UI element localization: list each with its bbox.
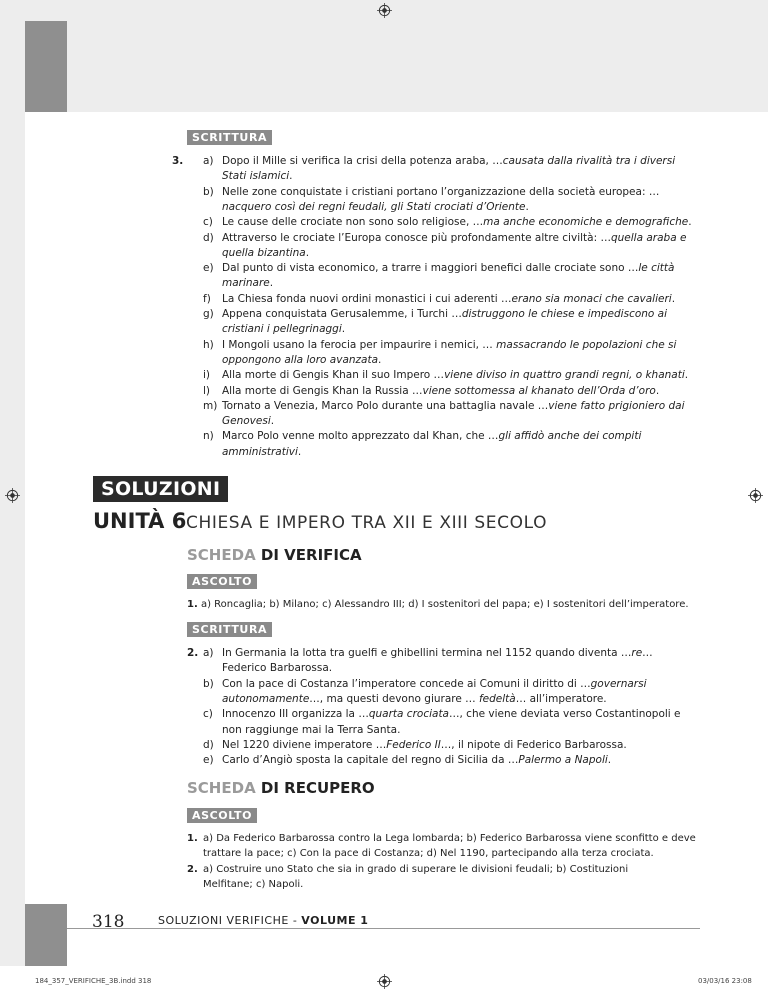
answer-line: e) Carlo d’Angiò sposta la capitale del regno di Sicilia da …Palermo a Napoli. — [222, 753, 611, 768]
answer-marker: h) — [203, 338, 214, 351]
answer-line: c) Le cause delle crociate non sono solo religiose, …ma anche economiche e demografiche. — [222, 215, 692, 230]
exercise-number: 1. — [187, 833, 198, 844]
answer-marker: l) — [203, 384, 211, 397]
registration-mark-icon — [377, 974, 392, 989]
answer-line: Melfitane; c) Napoli. — [203, 878, 304, 890]
answer-line: nacquero così dei regni feudali, gli Stati crociati d’Oriente. — [222, 200, 529, 213]
answer-line: oppongono alla loro avanzata. — [222, 353, 382, 366]
answer-marker: b) — [203, 185, 214, 198]
footer-edge-tab — [25, 904, 67, 966]
answer-line: n) Marco Polo venne molto apprezzato dal Khan, che …gli affidò anche dei compiti — [222, 429, 641, 444]
scheda-label: SCHEDA — [187, 546, 256, 564]
unit-title: CHIESA E IMPERO TRA XII E XIII SECOLO — [186, 513, 548, 533]
answer-line: marinare. — [222, 277, 274, 290]
answer-marker: e) — [203, 262, 214, 275]
answer-marker: i) — [203, 369, 211, 382]
unit-label: UNITÀ 6 — [93, 509, 187, 533]
left-margin-band — [0, 112, 25, 924]
scheda-type: DI RECUPERO — [260, 779, 375, 797]
section-badge-scrittura: SCRITTURA — [187, 130, 272, 145]
answer-line: quella bizantina. — [222, 246, 310, 259]
answer-line: d) Nel 1220 diviene imperatore …Federico II…, il nipote di Federico Barbarossa. — [222, 738, 627, 753]
answer-line: non raggiunge mai la Terra Santa. — [222, 723, 401, 736]
footer-margin-band — [0, 924, 25, 966]
scheda-verifica-heading — [187, 546, 362, 564]
answer-line: Stati islamici. — [222, 170, 293, 183]
answer-line: e) Dal punto di vista economico, a trarre i maggiori benefici dalle crociate sono …le città — [222, 261, 674, 276]
answer-line: d) Attraverso le crociate l’Europa conosce più profondamente altre civiltà: …quella araba e — [222, 231, 686, 246]
answer-marker: m) — [203, 399, 218, 412]
answer-line: 2. a) Costruire uno Stato che sia in grado di superare le divisioni feudali; b) Costituzioni — [203, 862, 628, 877]
answer-line: b) Nelle zone conquistate i cristiani portano l’organizzazione della società europea: … — [222, 185, 659, 200]
answer-marker: c) — [203, 708, 213, 721]
answer-marker: n) — [203, 430, 214, 443]
answer-line: f) La Chiesa fonda nuovi ordini monastici i cui aderenti …erano sia monaci che cavalieri. — [222, 292, 675, 307]
registration-mark-icon — [377, 3, 392, 18]
answer-line: autonomamente…, ma questi devono giurare … fedeltà… all’imperatore. — [222, 692, 607, 705]
answer-marker: c) — [203, 216, 213, 229]
answer-line: c) Innocenzo III organizza la …quarta crociata…, che viene deviata verso Costantinopoli e — [222, 707, 681, 722]
exercise-number: 2. — [187, 647, 199, 659]
answer-line: i) Alla morte di Gengis Khan il suo Impero …viene diviso in quattro grandi regni, o khanati. — [222, 368, 688, 383]
answer-line: a) In Germania la lotta tra guelfi e ghibellini termina nel 1152 quando diventa …re… — [222, 646, 653, 661]
answer-line: a) Dopo il Mille si verifica la crisi della potenza araba, …causata dalla rivalità tra i diversi — [222, 154, 675, 169]
footer-rule — [67, 928, 700, 929]
answer-line: h) I Mongoli usano la ferocia per impaurire i nemici, … massacrando le popolazioni che si — [222, 338, 676, 353]
answer-marker: b) — [203, 677, 214, 690]
scheda-recupero-heading — [187, 779, 375, 797]
answer-line: b) Con la pace di Costanza l’imperatore concede ai Comuni il diritto di …governarsi — [222, 677, 647, 692]
exercise-number: 2. — [187, 863, 198, 875]
print-timestamp: 03/03/16 23:08 — [698, 977, 752, 985]
top-edge-tab — [25, 21, 67, 112]
footer-title: SOLUZIONI VERIFICHE - VOLUME 1 — [158, 914, 369, 927]
answer-line: m) Tornato a Venezia, Marco Polo durante una battaglia navale …viene fatto prigioniero dai — [222, 399, 685, 414]
answer-line: 1. a) Da Federico Barbarossa contro la Lega lombarda; b) Federico Barbarossa viene sconfitto e deve — [203, 831, 696, 846]
answer-marker: d) — [203, 231, 214, 244]
section-badge-scrittura: SCRITTURA — [187, 622, 272, 637]
answer-marker: a) — [203, 155, 214, 167]
answer-line: Genovesi. — [222, 415, 275, 428]
section-badge-ascolto: ASCOLTO — [187, 574, 257, 589]
page-number: 318 — [92, 912, 125, 932]
answer-marker: a) — [203, 647, 214, 659]
answer-marker: d) — [203, 738, 214, 751]
answer-marker: g) — [203, 308, 214, 320]
registration-mark-icon — [5, 488, 20, 503]
exercise-number: 3. — [172, 155, 184, 167]
answer-line: trattare la pace; c) Con la pace di Costanza; d) Nel 1190, partecipando alla terza crociata. — [203, 848, 654, 860]
file-name: 184_357_VERIFICHE_3B.indd 318 — [35, 977, 152, 985]
answer-line: amministrativi. — [222, 445, 302, 458]
answer-line: Federico Barbarossa. — [222, 662, 333, 675]
answer-line: cristiani i pellegrinaggi. — [222, 323, 346, 336]
answer-marker: f) — [203, 292, 211, 305]
answer-line: g) Appena conquistata Gerusalemme, i Turchi …distruggono le chiese e impediscono ai — [222, 307, 667, 322]
scheda-type: DI VERIFICA — [260, 546, 362, 564]
answer-line: l) Alla morte di Gengis Khan la Russia …viene sottomessa al khanato dell’Orda d’oro. — [222, 384, 659, 399]
answer-marker: e) — [203, 754, 214, 767]
ascolto-answer: 1. a) Roncaglia; b) Milano; c) Alessandro III; d) I sostenitori del papa; e) I sostenitori dell’imperatore. — [187, 599, 689, 610]
section-badge-ascolto: ASCOLTO — [187, 808, 257, 823]
soluzioni-badge: SOLUZIONI — [93, 476, 228, 502]
scheda-label: SCHEDA — [187, 779, 256, 797]
registration-mark-icon — [748, 488, 763, 503]
